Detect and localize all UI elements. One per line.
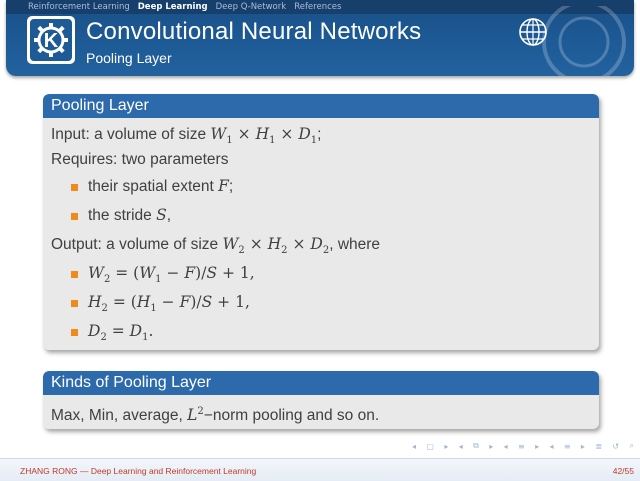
slide-header <box>6 0 634 76</box>
kinds-of-pooling-block <box>43 371 599 429</box>
output-line: Output: a volume of size $W_2 \times H_2 \times D_2$, where <box>51 235 381 257</box>
l2-norm-symbol: $L^2$ <box>187 406 204 425</box>
back-icon[interactable]: ↺ <box>612 441 620 451</box>
input-volume-formula: $W_1 \times H_1 \times D_1$ <box>210 125 318 147</box>
prev-frame-icon[interactable]: ◂ <box>412 441 417 451</box>
section-icon[interactable]: ≡ <box>517 441 525 451</box>
beamer-navigation-controls <box>412 441 634 451</box>
next-doc-icon[interactable]: ▸ <box>580 441 585 451</box>
align-icon[interactable]: ≣ <box>595 441 603 451</box>
list-item <box>51 317 591 346</box>
subsection-icon[interactable]: ⧉ <box>473 441 479 450</box>
slide-subtitle: Pooling Layer <box>86 50 172 66</box>
pooling-layer-block <box>43 94 599 350</box>
input-label: Input: a volume of size <box>51 126 211 143</box>
list-item <box>51 288 591 317</box>
footer-author-title: ZHANG RONG — Deep Learning and Reinforcement Learning <box>20 466 257 476</box>
next-subsection-icon[interactable]: ▸ <box>489 441 494 451</box>
bullet-icon <box>71 184 78 191</box>
doc-icon[interactable]: ≡ <box>563 441 571 451</box>
search-icon[interactable]: ⌕ <box>629 441 634 450</box>
prev-section-icon[interactable]: ◂ <box>503 441 508 451</box>
input-line: Input: a volume of size $W_1 \times H_1 \times D_1$; <box>51 125 322 147</box>
w2-formula: $W_2 = (W_1 - F)/S + 1$, <box>88 264 255 286</box>
kde-logo-icon <box>27 16 75 64</box>
output-volume-formula: $W_2 \times H_2 \times D_2$ <box>222 235 330 257</box>
prev-subsection-icon[interactable]: ◂ <box>458 441 463 451</box>
prev-doc-icon[interactable]: ◂ <box>549 441 554 451</box>
bullet-icon <box>71 213 78 220</box>
block-title: Pooling Layer <box>43 94 599 118</box>
block-body <box>43 395 599 429</box>
nav-item-deep-q-network[interactable]: Deep Q-Network <box>215 2 287 12</box>
kinds-text: Max, Min, average, $L^2-norm$ pooling and so on. <box>51 406 380 425</box>
next-section-icon[interactable]: ▸ <box>535 441 540 451</box>
nav-item-references[interactable]: References <box>294 2 342 12</box>
h2-formula: $H_2 = (H_1 - F)/S + 1$, <box>88 293 250 315</box>
d2-formula: $D_2 = D_1$. <box>88 322 154 344</box>
nav-item-deep-learning[interactable]: Deep Learning <box>137 2 208 12</box>
svg-text:K: K <box>43 30 59 52</box>
next-frame-icon[interactable]: ▸ <box>444 441 449 451</box>
block-title: Kinds of Pooling Layer <box>43 371 599 395</box>
block-body <box>43 118 599 350</box>
list-item: their spatial extent F; <box>51 172 591 201</box>
globe-icon <box>517 16 549 48</box>
page-number: 42/55 <box>612 466 634 476</box>
nav-item-reinforcement-learning[interactable]: Reinforcement Learning <box>28 2 130 12</box>
slide-title: Convolutional Neural Networks <box>86 18 422 45</box>
frame-icon[interactable]: ▢ <box>426 441 434 451</box>
list-item: the stride S, <box>51 201 591 230</box>
bullet-icon <box>71 300 78 307</box>
slide-footer <box>0 458 640 481</box>
bullet-icon <box>71 271 78 278</box>
list-item <box>51 259 591 288</box>
bullet-icon <box>71 329 78 336</box>
requires-line: Requires: two parameters <box>51 151 229 168</box>
